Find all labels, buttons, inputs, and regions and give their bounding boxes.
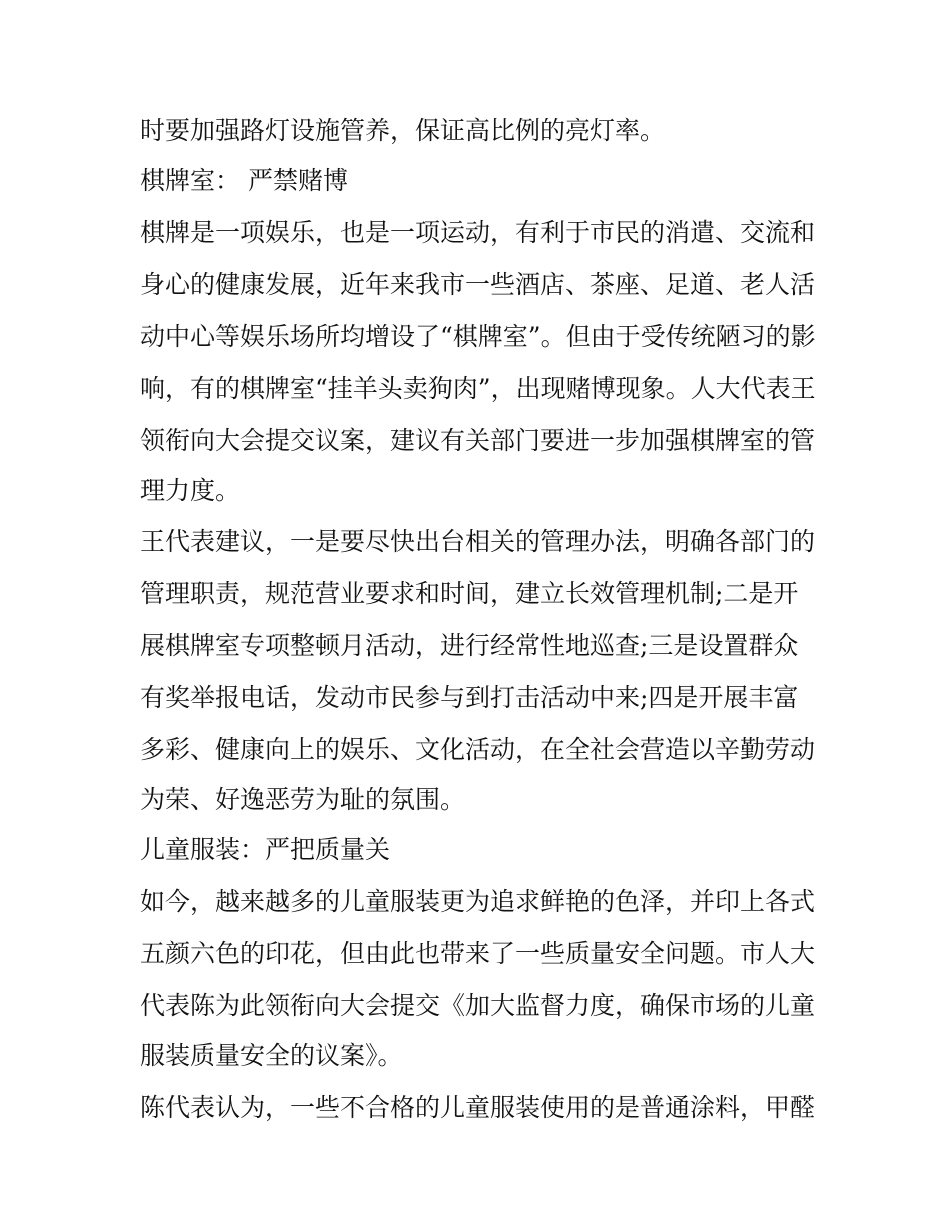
text-line-12: 有奖举报电话，发动市民参与到打击活动中来;四是开展丰富 [140,683,799,712]
text-line-10: 管理职责，规范营业要求和时间，建立长效管理机制;二是开 [140,579,799,608]
text-line-6: 响，有的棋牌室“挂羊头卖狗肉”，出现赌博现象。人大代表王 [140,374,816,403]
text-line-3: 棋牌是一项娱乐，也是一项运动，有利于市民的消遣、交流和 [140,218,816,247]
text-line-8: 理力度。 [140,476,241,505]
text-line-4: 身心的健康发展，近年来我市一些酒店、茶座、足道、老人活 [140,270,816,299]
section-heading-children-clothing: 儿童服装：严把质量关 [140,835,391,864]
text-line-13: 多彩、健康向上的娱乐、文化活动，在全社会营造以辛勤劳动 [140,735,816,764]
section-heading-chess-room: 棋牌室： 严禁赌博 [140,166,348,195]
text-line-1: 时要加强路灯设施管养，保证高比例的亮灯率。 [140,116,666,145]
text-line-17: 五颜六色的印花，但由此也带来了一些质量安全问题。市人大 [140,939,816,968]
text-line-5: 动中心等娱乐场所均增设了“棋牌室”。但由于受传统陋习的影 [140,322,816,351]
text-line-19: 服装质量安全的议案》。 [140,1041,403,1070]
text-line-7: 领衔向大会提交议案，建议有关部门要进一步加强棋牌室的管 [140,426,816,455]
text-line-9: 王代表建议，一是要尽快出台相关的管理办法，明确各部门的 [140,527,816,556]
text-line-14: 为荣、好逸恶劳为耻的氛围。 [140,785,466,814]
text-line-16: 如今，越来越多的儿童服装更为追求鲜艳的色泽，并印上各式 [140,887,816,916]
text-line-11: 展棋牌室专项整顿月活动，进行经常性地巡查;三是设置群众 [140,631,799,660]
text-line-20: 陈代表认为，一些不合格的儿童服装使用的是普通涂料，甲醛 [140,1093,816,1122]
text-line-18: 代表陈为此领衔向大会提交《加大监督力度，确保市场的儿童 [140,991,816,1020]
